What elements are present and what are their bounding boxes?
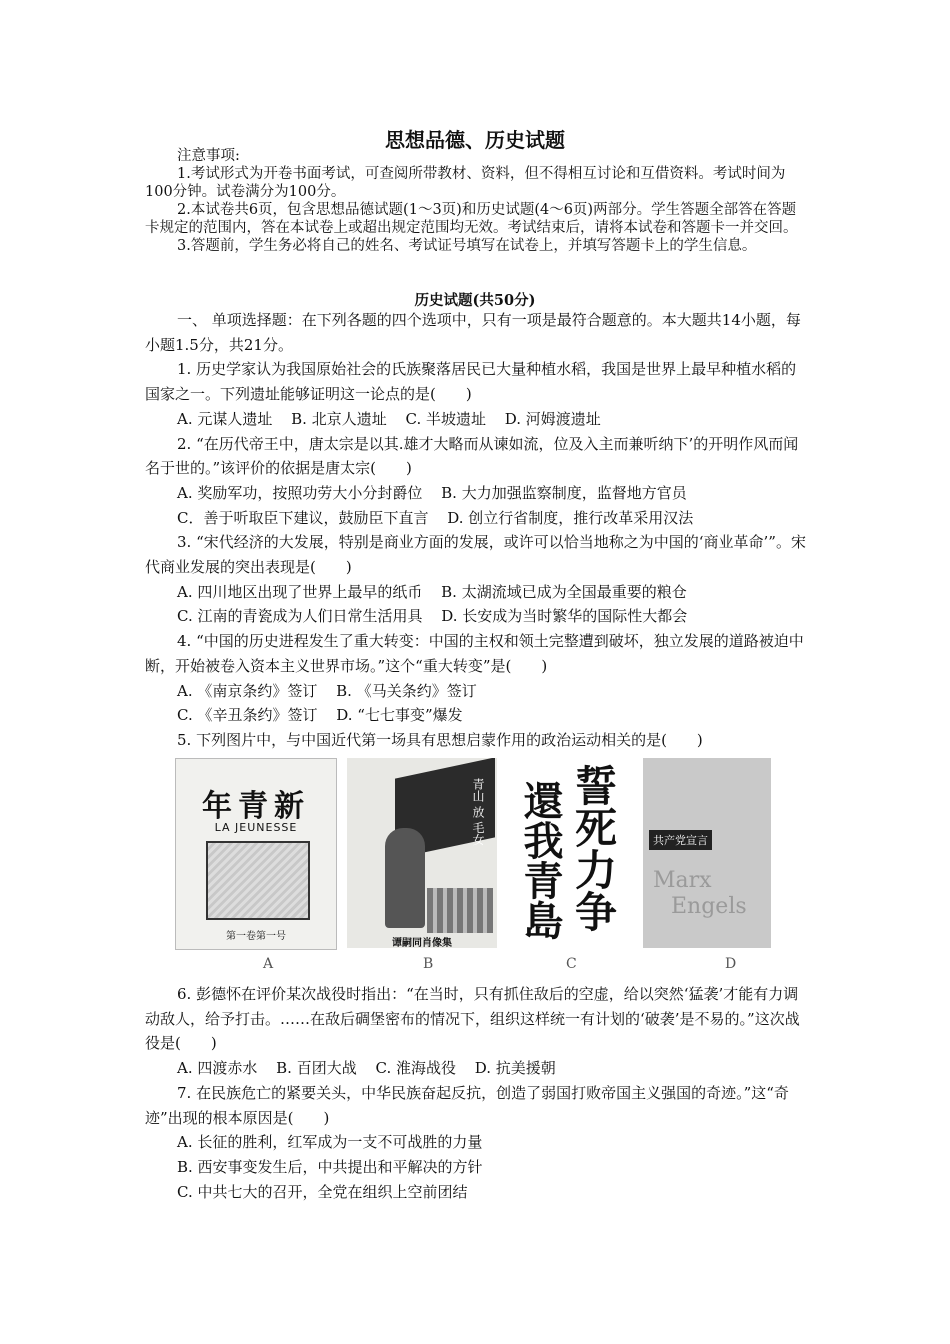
- option: B. 百团大战: [276, 1059, 357, 1078]
- option: B. 太湖流域已成为全国最重要的粮仓: [441, 582, 687, 601]
- figure-caption-c: C: [566, 956, 577, 972]
- questions-block: [145, 308, 808, 753]
- panel-a-subtitle: LA JEUNESSE: [214, 821, 298, 834]
- notes-block: [145, 147, 808, 255]
- option-row: [145, 703, 808, 728]
- panel-c-slogan-right: 誓死力争: [569, 764, 618, 932]
- question-stem: 2. “在历代帝王中，唐太宗是以其.雄才大略而从谏如流，位及入主而兼听纳下’的开明作风而闻名于世的。”该评价的依据是唐太宗( ): [145, 434, 799, 478]
- question-stem: 5. 下列图片中，与中国近代第一场具有思想启蒙作用的政治运动相关的是( ): [177, 730, 703, 749]
- panel-b-crowd: [427, 888, 493, 933]
- option: B. 西安事变发生后，中共提出和平解决的方针: [177, 1157, 483, 1176]
- question-stem: 4. “中国的历史进程发生了重大转变：中国的主权和领土完整遭到破坏，独立发展的道路被迫中断，开始被卷入资本主义世界市场。”这个“重大转变”是( ): [145, 632, 804, 675]
- question-stem: 7. 在民族危亡的紧要关头，中华民族奋起反抗，创造了弱国打败帝国主义强国的奇迹。”这“奇迹”出现的根本原因是( ): [145, 1083, 789, 1127]
- option-row: [145, 506, 808, 531]
- option: D. 创立行省制度，推行改革采用汉法: [447, 508, 694, 527]
- section-intro: 一、 单项选择题：在下列各题的四个选项中，只有一项是最符合题意的。本大题共14小题，每小题1.5分，共21分。: [145, 311, 801, 354]
- option: A. 四渡赤水: [177, 1059, 258, 1078]
- questions-block-continued: [145, 982, 808, 1204]
- page-title: 思想品德、历史试题: [385, 128, 565, 152]
- option: C. 《辛丑条约》签订: [177, 706, 318, 725]
- option: A. 奖励军功，按照功劳大小分封爵位: [177, 483, 423, 502]
- option: B. 大力加强监察制度，监督地方官员: [441, 483, 687, 502]
- figure-panel-c: [513, 758, 623, 948]
- panel-d-name-2: Engels: [671, 894, 747, 919]
- note-item: 3.答题前，学生务必将自己的姓名、考试证号填写在试卷上，并填写答题卡上的学生信息。: [177, 238, 757, 254]
- question-5-figure: [145, 758, 808, 974]
- option: D. 长安成为当时繁华的国际性大都会: [441, 607, 688, 626]
- option: C．善于听取臣下建议，鼓励臣下直言: [177, 508, 429, 527]
- panel-c-slogan-left: 還我青島: [517, 780, 563, 940]
- option: A. 四川地区出现了世界上最早的纸币: [177, 582, 423, 601]
- option: B. 北京人遗址: [291, 409, 387, 428]
- panel-a-footer: 第一卷第一号: [226, 931, 286, 942]
- notes-heading: 注意事项:: [177, 148, 240, 164]
- figure-panel-b: [347, 758, 497, 948]
- panel-b-banner-text: 青山 放 毛女: [471, 778, 485, 846]
- option: C. 中共七大的召开，全党在组织上空前团结: [177, 1182, 468, 1201]
- option-row: [145, 679, 808, 704]
- panel-b-figure: [385, 828, 425, 928]
- panel-a-masthead: 年青新: [202, 789, 310, 824]
- option-row: [145, 481, 808, 506]
- option-row: [145, 407, 808, 432]
- note-item: 1.考试形式为开卷书面考试，可查阅所带教材、资料，但不得相互讨论和互借资料。考试时间为100分钟。试卷满分为100分。: [145, 166, 786, 200]
- panel-a-portrait: [206, 841, 310, 920]
- question-stem: 6. 彭德怀在评价某次战役时指出：“在当时，只有抓住敌后的空虚，给以突然‘猛袭’才能有力调动敌人，给予打击。……在敌后碉堡密布的情况下，组织这样统一有计划的‘破袭’是不易的。”这次战役是( ): [145, 985, 800, 1053]
- option: D. “七七事变”爆发: [336, 706, 463, 725]
- option-row: [145, 580, 808, 605]
- panel-b-caption: 谭嗣同肖像集: [392, 938, 452, 948]
- option: A. 长征的胜利，红军成为一支不可战胜的力量: [177, 1133, 483, 1152]
- figure-caption-d: D: [725, 956, 737, 972]
- panel-d-name-1: Marx: [653, 868, 712, 893]
- option-row: [145, 1056, 808, 1081]
- note-item: 2.本试卷共6页，包含思想品德试题(1～3页)和历史试题(4～6页)两部分。学生答题全部答在答题卡规定的范围内，答在本试卷上或超出规定范围均无效。考试结束后，请将本试卷和答题卡一并交回。: [145, 202, 798, 236]
- option: A. 《南京条约》签订: [177, 681, 318, 700]
- option: C. 半坡遗址: [405, 409, 486, 428]
- question-stem: 1. 历史学家认为我国原始社会的氏族聚落居民已大量种植水稻，我国是世界上最早种植水稻的国家之一。下列遗址能够证明这一论点的是( ): [145, 360, 797, 404]
- panel-d-title: 共产党宣言: [649, 830, 712, 850]
- option-row: [145, 604, 808, 629]
- option: D. 河姆渡遗址: [504, 409, 601, 428]
- option: B. 《马关条约》签订: [336, 681, 477, 700]
- figure-panel-a: [175, 758, 337, 950]
- section-title: 历史试题(共50分): [414, 292, 536, 309]
- option: A. 元谋人遗址: [177, 409, 273, 428]
- question-stem: 3. “宋代经济的大发展，特别是商业方面的发展，或许可以恰当地称之为中国的‘商业革命’”。宋代商业发展的突出表现是( ): [145, 533, 806, 577]
- option: C. 江南的青瓷成为人们日常生活用具: [177, 607, 423, 626]
- figure-panel-d: [643, 758, 771, 948]
- option: C. 淮海战役: [375, 1059, 456, 1078]
- figure-caption-b: B: [423, 956, 434, 972]
- option: D. 抗美援朝: [474, 1059, 556, 1078]
- figure-caption-a: A: [263, 956, 274, 972]
